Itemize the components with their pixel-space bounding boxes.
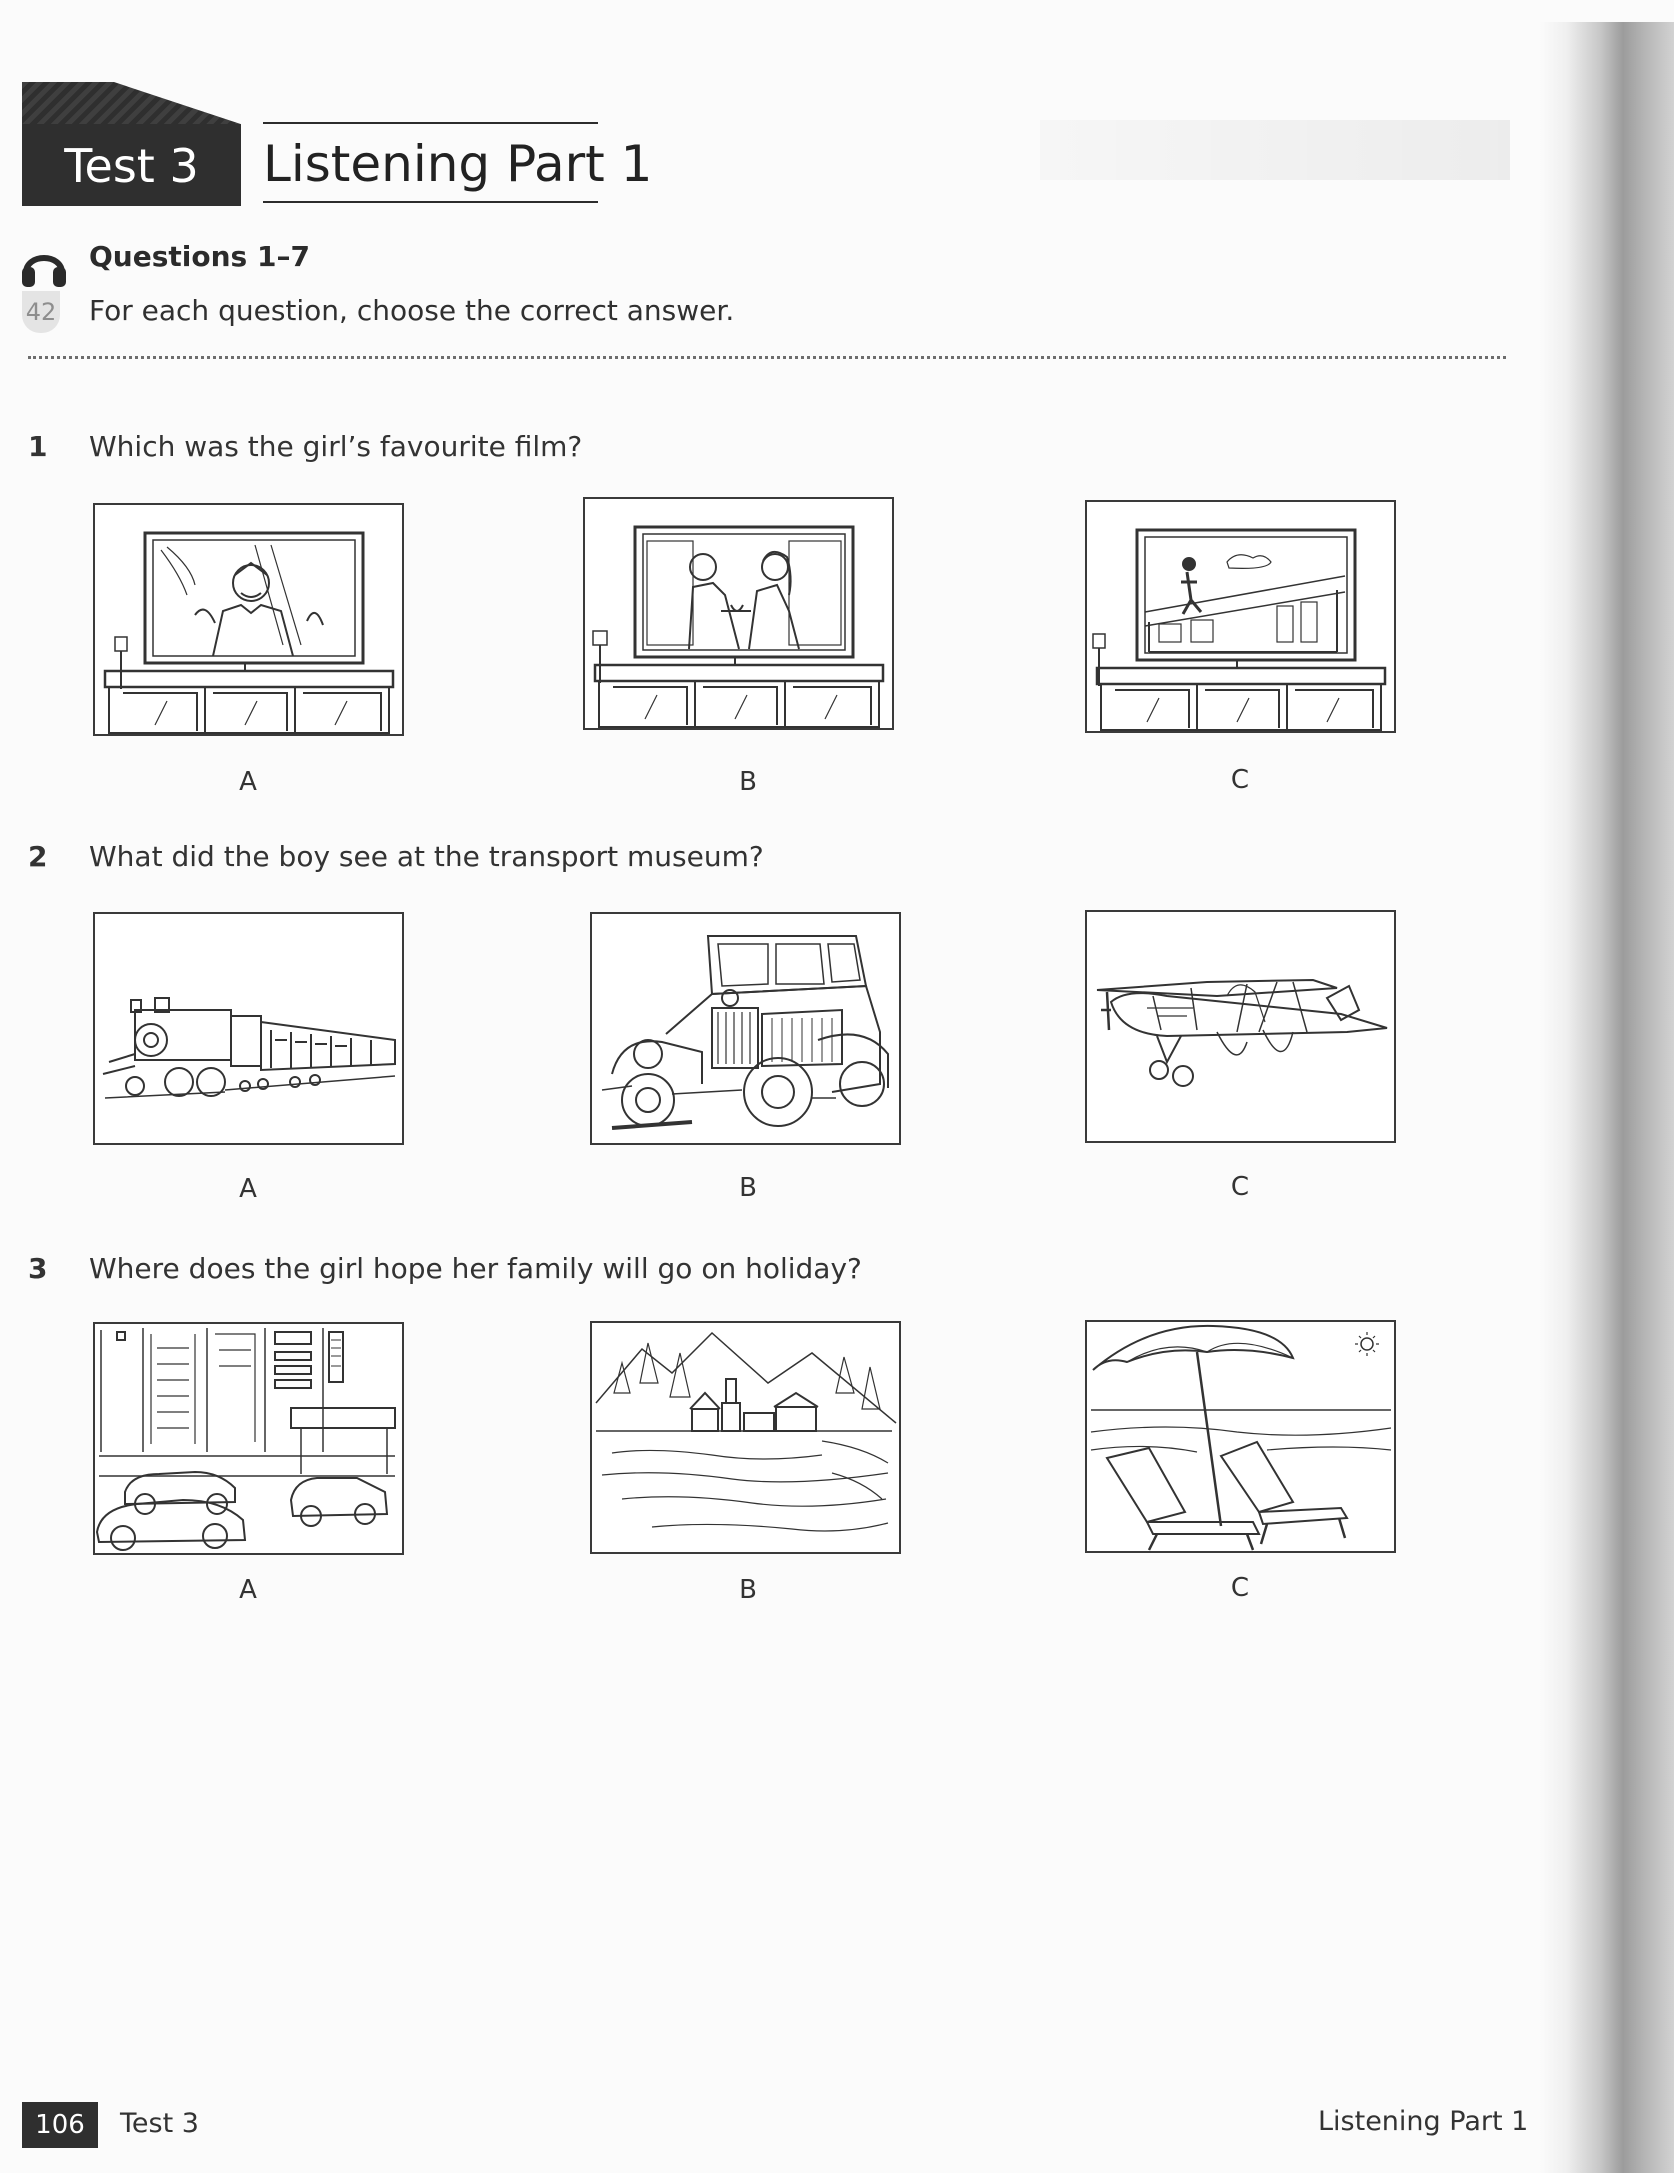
question-number: 1 — [28, 430, 48, 463]
test-label: Test 3 — [64, 139, 199, 193]
option-picture-vintage-car[interactable] — [590, 912, 901, 1145]
option-picture-city-street[interactable] — [93, 1322, 404, 1555]
option-picture-steam-train[interactable] — [93, 912, 404, 1145]
question-number: 3 — [28, 1252, 48, 1285]
instruction-text: For each question, choose the correct answer. — [89, 294, 735, 327]
part-title: Listening Part 1 — [263, 135, 653, 193]
question-text: What did the boy see at the transport museum? — [89, 840, 764, 873]
option-picture-lake-village[interactable] — [590, 1321, 901, 1554]
footer-section-label: Listening Part 1 — [1318, 2106, 1529, 2137]
question-text: Which was the girl’s favourite film? — [89, 430, 583, 463]
option-letter: A — [239, 1575, 257, 1605]
questions-heading: Questions 1–7 — [89, 240, 310, 273]
option-letter: C — [1230, 1172, 1250, 1202]
page-top-margin — [1540, 0, 1674, 22]
question-number: 2 — [28, 840, 48, 873]
option-letter: A — [239, 767, 257, 797]
option-picture-tv-action-train-film[interactable] — [1085, 500, 1396, 733]
option-picture-beach-chairs[interactable] — [1085, 1320, 1396, 1553]
show-through-shadow — [1040, 120, 1510, 180]
footer-test-label: Test 3 — [120, 2108, 199, 2139]
option-picture-biplane[interactable] — [1085, 910, 1396, 1143]
title-rule-top — [263, 122, 598, 124]
option-letter: C — [1230, 1573, 1250, 1603]
title-rule-bottom — [263, 201, 598, 203]
page-gutter-shadow — [1540, 0, 1674, 2173]
page-number: 106 — [22, 2102, 98, 2148]
headphones-icon — [20, 243, 68, 287]
option-letter: A — [239, 1174, 257, 1204]
option-letter: B — [739, 767, 757, 797]
option-letter: B — [739, 1173, 757, 1203]
question-text: Where does the girl hope her family will go on holiday? — [89, 1252, 862, 1285]
option-letter: C — [1230, 765, 1250, 795]
banner-hatch-pattern — [22, 82, 241, 124]
option-picture-tv-vampire-film[interactable] — [93, 503, 404, 736]
option-picture-tv-romance-film[interactable] — [583, 497, 894, 730]
track-number-badge: 42 — [22, 291, 60, 333]
dotted-divider — [28, 356, 1506, 359]
option-letter: B — [739, 1575, 757, 1605]
